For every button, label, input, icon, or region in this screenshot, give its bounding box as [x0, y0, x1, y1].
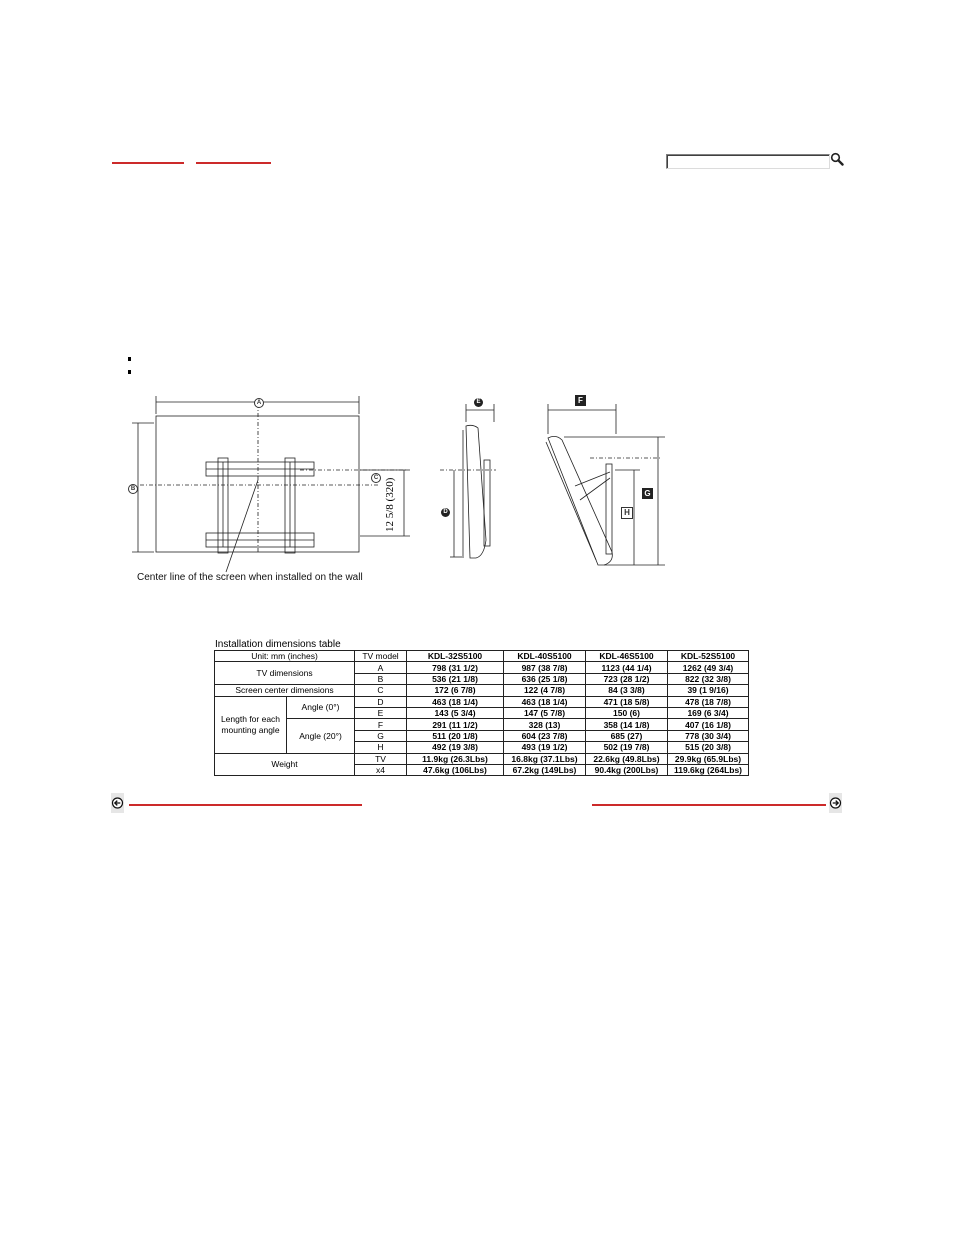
table-cell: 328 (13) [504, 719, 586, 730]
arrow-right-icon [829, 793, 842, 813]
magnifier-icon [830, 152, 844, 166]
table-cell: 358 (14 1/8) [586, 719, 668, 730]
table-cell: 723 (28 1/2) [586, 673, 668, 684]
group-label: Screen center dimensions [215, 685, 355, 696]
list-bullet-1 [128, 357, 131, 361]
model-cell: KDL-52S5100 [668, 651, 749, 662]
table-cell: 515 (20 3/8) [668, 742, 749, 753]
search-input[interactable] [666, 154, 830, 169]
row-key: H [355, 742, 407, 753]
row-key: C [355, 685, 407, 696]
list-bullet-2 [128, 370, 131, 374]
table-cell: 493 (19 1/2) [504, 742, 586, 753]
row-key: E [355, 707, 407, 718]
table-cell: 798 (31 1/2) [407, 662, 504, 673]
table-row [215, 753, 749, 764]
table-cell: 407 (16 1/8) [668, 719, 749, 730]
table-cell: 22.6kg (49.8Lbs) [586, 753, 668, 764]
nav-link-2[interactable] [196, 162, 271, 164]
diagram-caption: Center line of the screen when installed on the wall [137, 572, 363, 583]
table-cell: 604 (23 7/8) [504, 730, 586, 741]
label-f: F [575, 395, 586, 406]
table-title: Installation dimensions table [215, 639, 341, 650]
table-cell: 169 (6 3/4) [668, 707, 749, 718]
tv-model-cell: TV model [355, 651, 407, 662]
table-cell: 39 (1 9/16) [668, 685, 749, 696]
row-key: TV [355, 753, 407, 764]
row-key: D [355, 696, 407, 707]
row-key: F [355, 719, 407, 730]
table-cell: 16.8kg (37.1Lbs) [504, 753, 586, 764]
group-label: TV dimensions [215, 662, 355, 685]
table-cell: 987 (38 7/8) [504, 662, 586, 673]
group-label: Length for each mounting angle [215, 696, 287, 753]
row-key: A [355, 662, 407, 673]
group-label: Weight [215, 753, 355, 776]
table-cell: 119.6kg (264Lbs) [668, 764, 749, 775]
next-page-link[interactable] [592, 804, 826, 806]
table-cell: 492 (19 3/8) [407, 742, 504, 753]
table-cell: 463 (18 1/4) [407, 696, 504, 707]
search-button[interactable] [830, 152, 844, 166]
table-cell: 172 (6 7/8) [407, 685, 504, 696]
label-g: G [642, 488, 653, 499]
table-row [215, 685, 749, 696]
next-page-button[interactable] [829, 793, 842, 813]
vertical-dimension-label: 12 5/8 (320) [384, 477, 396, 532]
table-cell: 822 (32 3/8) [668, 673, 749, 684]
label-e: E [474, 398, 483, 407]
dimensions-table [214, 650, 749, 776]
table-row [215, 662, 749, 673]
table-cell: 478 (18 7/8) [668, 696, 749, 707]
group-label: Angle (20°) [287, 719, 355, 753]
table-cell: 147 (5 7/8) [504, 707, 586, 718]
table-cell: 463 (18 1/4) [504, 696, 586, 707]
table-cell: 150 (6) [586, 707, 668, 718]
table-cell: 84 (3 3/8) [586, 685, 668, 696]
nav-link-1[interactable] [112, 162, 184, 164]
prev-page-link[interactable] [129, 804, 362, 806]
table-cell: 636 (25 1/8) [504, 673, 586, 684]
table-cell: 511 (20 1/8) [407, 730, 504, 741]
label-d: D [441, 508, 450, 517]
table-cell: 502 (19 7/8) [586, 742, 668, 753]
group-label: Angle (0°) [287, 696, 355, 719]
table-cell: 122 (4 7/8) [504, 685, 586, 696]
table-cell: 778 (30 3/4) [668, 730, 749, 741]
table-cell: 536 (21 1/8) [407, 673, 504, 684]
table-cell: 1262 (49 3/4) [668, 662, 749, 673]
table-cell: 685 (27) [586, 730, 668, 741]
label-c: C [371, 473, 381, 483]
table-cell: 47.6kg (106Lbs) [407, 764, 504, 775]
table-cell: 143 (5 3/4) [407, 707, 504, 718]
table-row [215, 696, 749, 707]
label-a: A [254, 398, 264, 408]
table-cell: 90.4kg (200Lbs) [586, 764, 668, 775]
label-b: B [128, 484, 138, 494]
table-cell: 11.9kg (26.3Lbs) [407, 753, 504, 764]
row-key: B [355, 673, 407, 684]
model-cell: KDL-32S5100 [407, 651, 504, 662]
row-key: x4 [355, 764, 407, 775]
label-h: H [621, 507, 633, 519]
row-key: G [355, 730, 407, 741]
table-cell: 471 (18 5/8) [586, 696, 668, 707]
unit-cell: Unit: mm (inches) [215, 651, 355, 662]
table-header-row [215, 651, 749, 662]
table-cell: 29.9kg (65.9Lbs) [668, 753, 749, 764]
table-cell: 291 (11 1/2) [407, 719, 504, 730]
model-cell: KDL-46S5100 [586, 651, 668, 662]
prev-page-button[interactable] [111, 793, 124, 813]
table-cell: 1123 (44 1/4) [586, 662, 668, 673]
table-cell: 67.2kg (149Lbs) [504, 764, 586, 775]
installation-diagram [120, 390, 680, 575]
table-row [215, 719, 749, 730]
model-cell: KDL-40S5100 [504, 651, 586, 662]
arrow-left-icon [111, 793, 124, 813]
